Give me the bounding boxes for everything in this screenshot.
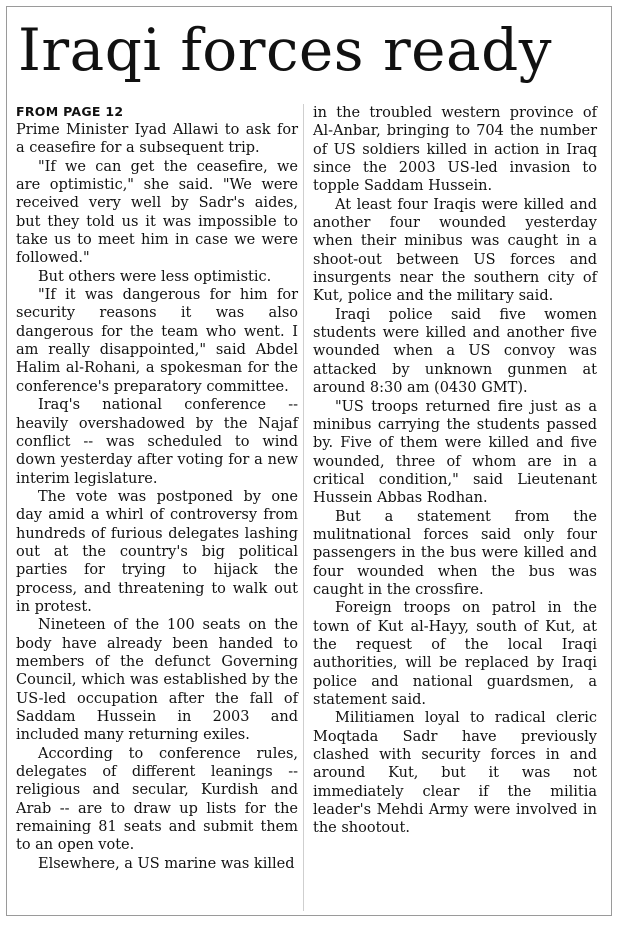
paragraph: "If it was dangerous for him for security reasons it was also dangerous for the team who went. I am really disappointed," said Abdel Halim al-Rohani, a spokesman for the conference's preparatory committee. bbox=[16, 287, 298, 395]
left-column bbox=[16, 103, 298, 873]
paragraph: But others were less optimistic. bbox=[38, 268, 272, 285]
right-column bbox=[313, 104, 597, 838]
paragraph: Iraqi police said five women students were killed and another five wounded when a US convoy was attacked by unknown gunmen at around 8:30 am (0430 GMT). bbox=[313, 306, 597, 397]
paragraph: "US troops returned fire just as a minibus carrying the students passed by. Five of them were killed and five wounded, three of whom are in a critical condition," said Lieutenant Hussein Abbas Rodhan. bbox=[313, 398, 597, 507]
paragraph: Iraq's national conference -- heavily overshadowed by the Najaf conflict -- was scheduled to wind down yesterday after voting for a new interim legislature. bbox=[16, 397, 298, 487]
paragraph: But a statement from the mulitnational forces said only four passengers in the bus were killed and four wounded when the bus was caught in the crossfire. bbox=[313, 508, 597, 598]
paragraph: Militiamen loyal to radical cleric Moqtada Sadr have previously clashed with security forces in and around Kut, but it was not immediately clear if the militia leader's Mehdi Army were involved in the shootout. bbox=[313, 710, 597, 837]
paragraph: in the troubled western province of Al-Anbar, bringing to 704 the number of US soldiers killed in action in Iraq since the 2003 US-led invasion to topple Saddam Hussein. bbox=[313, 105, 597, 195]
paragraph: At least four Iraqis were killed and another four wounded yesterday when their minibus was caught in a shoot-out between US forces and insurgents near the southern city of Kut, police and the military said. bbox=[313, 196, 597, 305]
paragraph: Foreign troops on patrol in the town of Kut al-Hayy, south of Kut, at the request of the local Iraqi authorities, will be replaced by Iraqi police and national guardsmen, a statement said. bbox=[313, 600, 597, 708]
paragraph: According to conference rules, delegates of different leanings -- religious and secular, Kurdish and Arab -- are to draw up lists for the remaining 81 seats and submit them to an open vote. bbox=[16, 745, 298, 854]
paragraph: Elsewhere, a US marine was killed bbox=[38, 855, 295, 872]
paragraph: The vote was postponed by one day amid a whirl of controversy from hundreds of furious delegates lashing out at the country's big political parties for trying to hijack the process, and threatening to walk out in protest. bbox=[16, 488, 298, 615]
paragraph: Prime Minister Iyad Allawi to ask for a ceasefire for a subsequent trip. bbox=[16, 122, 298, 157]
column-divider bbox=[303, 104, 304, 911]
paragraph: Nineteen of the 100 seats on the body have already been handed to members of the defunct Governing Council, which was established by the US-led occupation after the fall of Saddam Hussein in 2003 and included many returning exiles. bbox=[16, 617, 298, 744]
headline: Iraqi forces ready bbox=[18, 16, 552, 84]
kicker-from-page: FROM PAGE 12 bbox=[16, 104, 124, 119]
paragraph: "If we can get the ceasefire, we are optimistic," she said. "We were received very well by Sadr's aides, but they told us it was impossible to take us to meet him in case we were followed." bbox=[16, 158, 298, 267]
